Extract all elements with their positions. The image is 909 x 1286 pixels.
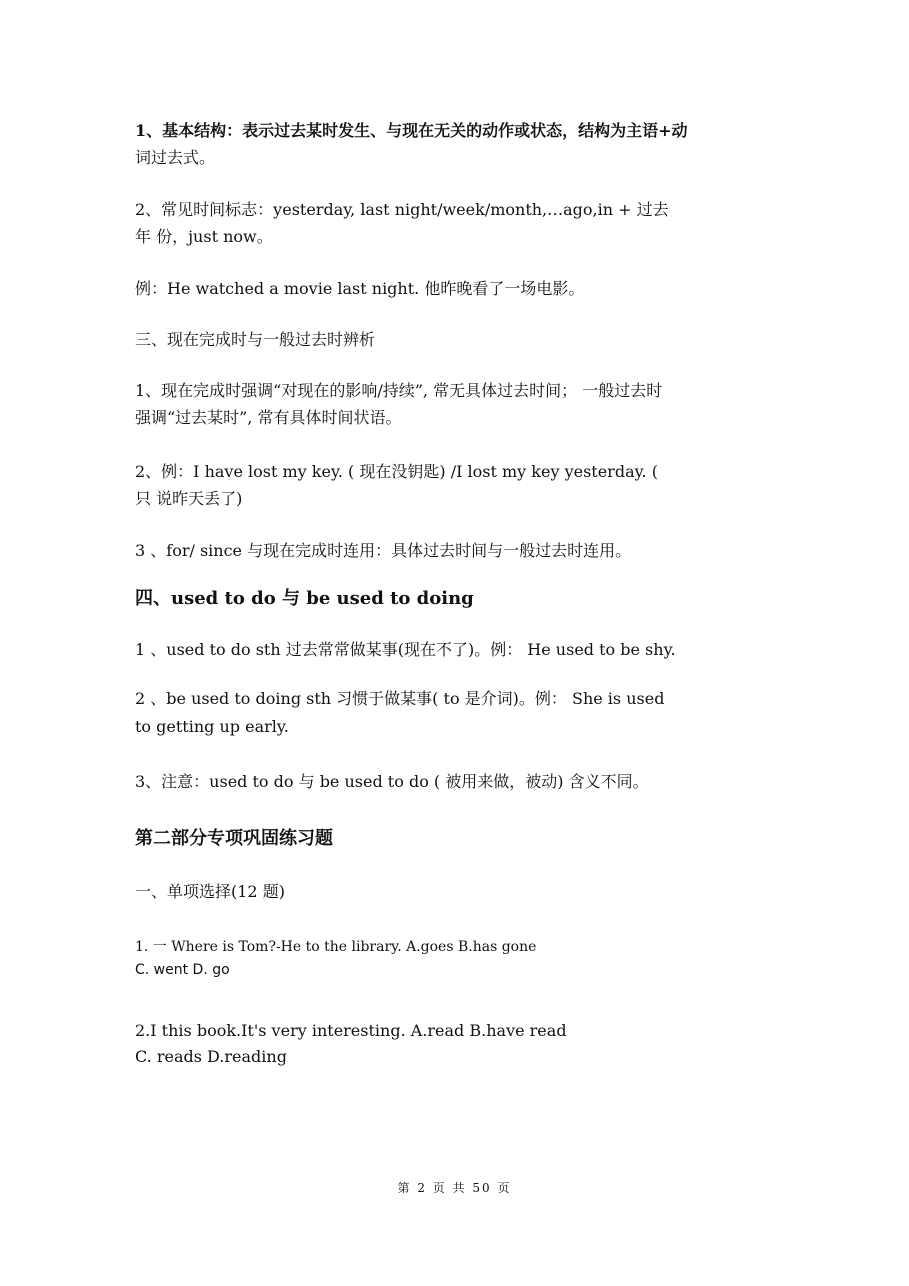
paragraph-basic-structure-line2: 词过去式。: [135, 148, 216, 167]
paragraph-be-used-to-line2: to getting up early.: [135, 717, 289, 736]
question-1-line2: C. went D. go: [135, 962, 230, 978]
paragraph-for-since: 3 、for/ since 与现在完成时连用：具体过去时间与一般过去时连用。: [135, 541, 632, 560]
paragraph-distinction-line2: 强调“过去某时”, 常有具体时间状语。: [135, 408, 402, 427]
paragraph-time-markers-line1: 2、常见时间标志：yesterday, last night/week/month,…ago,in + 过去: [135, 200, 669, 219]
section-heading-3: 三、现在完成时与一般过去时辨析: [135, 330, 376, 349]
question-2-line2: C. reads D.reading: [135, 1047, 287, 1066]
paragraph-basic-structure-line1: 1、基本结构：表示过去某时发生、与现在无关的动作或状态，结构为主语+动: [135, 121, 688, 140]
paragraph-example: 例：He watched a movie last night. 他昨晚看了一场电影。: [135, 279, 585, 298]
section-single-choice: 一、单项选择(12 题): [135, 882, 285, 901]
paragraph-distinction-example-line2: 只 说昨天丢了): [135, 489, 243, 508]
paragraph-used-to: 1 、used to do sth 过去常常做某事(现在不了)。例： He used to be shy.: [135, 640, 676, 659]
paragraph-time-markers-line2: 年 份，just now。: [135, 227, 273, 246]
question-1-line1: 1. 一 Where is Tom?-He to the library. A.goes B.has gone: [135, 939, 537, 955]
page-footer: 第 2 页 共 50 页: [397, 1181, 512, 1195]
part-two-title: 第二部分专项巩固练习题: [135, 828, 333, 849]
question-2-line1: 2.I this book.It's very interesting. A.read B.have read: [135, 1021, 567, 1040]
paragraph-distinction-line1: 1、现在完成时强调“对现在的影响/持续”, 常无具体过去时间； 一般过去时: [135, 381, 663, 400]
section-heading-4: 四、used to do 与 be used to doing: [135, 588, 474, 609]
paragraph-note: 3、注意：used to do 与 be used to do ( 被用来做，被动) 含义不同。: [135, 772, 649, 791]
paragraph-be-used-to-line1: 2 、be used to doing sth 习惯于做某事( to 是介词)。例： She is used: [135, 689, 665, 708]
paragraph-distinction-example-line1: 2、例：I have lost my key. ( 现在没钥匙) /I lost my key yesterday. (: [135, 462, 658, 481]
